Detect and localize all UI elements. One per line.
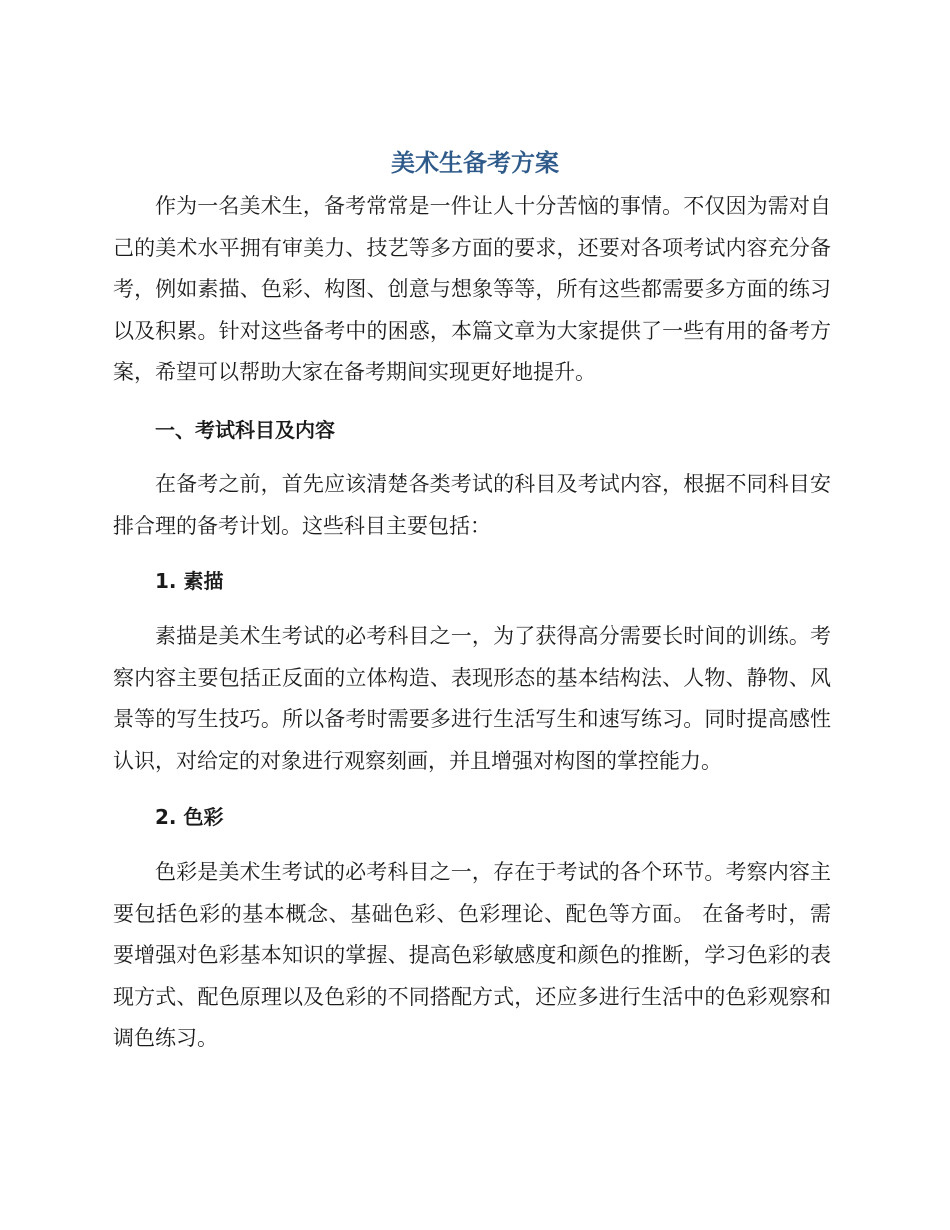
document-title: 美术生备考方案 <box>391 149 559 177</box>
intro-paragraph: 作为一名美术生，备考常常是一件让人十分苦恼的事情。不仅因为需对自己的美术水平拥有审美力、技艺等多方面的要求，还要对各项考试内容充分备考，例如素描、色彩、构图、创意与想象等等，所有这些都需要多方面的练习以及积累。针对这些备考中的困惑，本篇文章为大家提供了一些有用的备考方案，希望可以帮助大家在备考期间实现更好地提升。 <box>113 194 831 385</box>
section-paragraph-exam-subjects: 在备考之前，首先应该清楚各类考试的科目及考试内容，根据不同科目安排合理的备考计划。这些科目主要包括： <box>113 472 831 538</box>
subsection-paragraph-sketch: 素描是美术生考试的必考科目之一，为了获得高分需要长时间的训练。考察内容主要包括正反面的立体构造、表现形态的基本结构法、人物、静物、风景等的写生技巧。所以备考时需要多进行生活写生和速写练习。同时提高感性认识，对给定的对象进行观察刻画，并且增强对构图的掌控能力。 <box>113 624 831 773</box>
subsection-paragraph-color: 色彩是美术生考试的必考科目之一，存在于考试的各个环节。考察内容主要包括色彩的基本概念、基础色彩、色彩理论、配色等方面。 在备考时，需要增强对色彩基本知识的掌握、提高色彩敏感度和颜色的推断，学习色彩的表现方式、配色原理以及色彩的不同搭配方式，还应多进行生活中的色彩观察和调色练习。 <box>113 860 831 1051</box>
subsection-heading-sketch: 1. 素描 <box>155 569 224 593</box>
subsection-heading-color: 2. 色彩 <box>155 805 224 829</box>
section-heading-exam-subjects: 一、考试科目及内容 <box>155 418 335 442</box>
